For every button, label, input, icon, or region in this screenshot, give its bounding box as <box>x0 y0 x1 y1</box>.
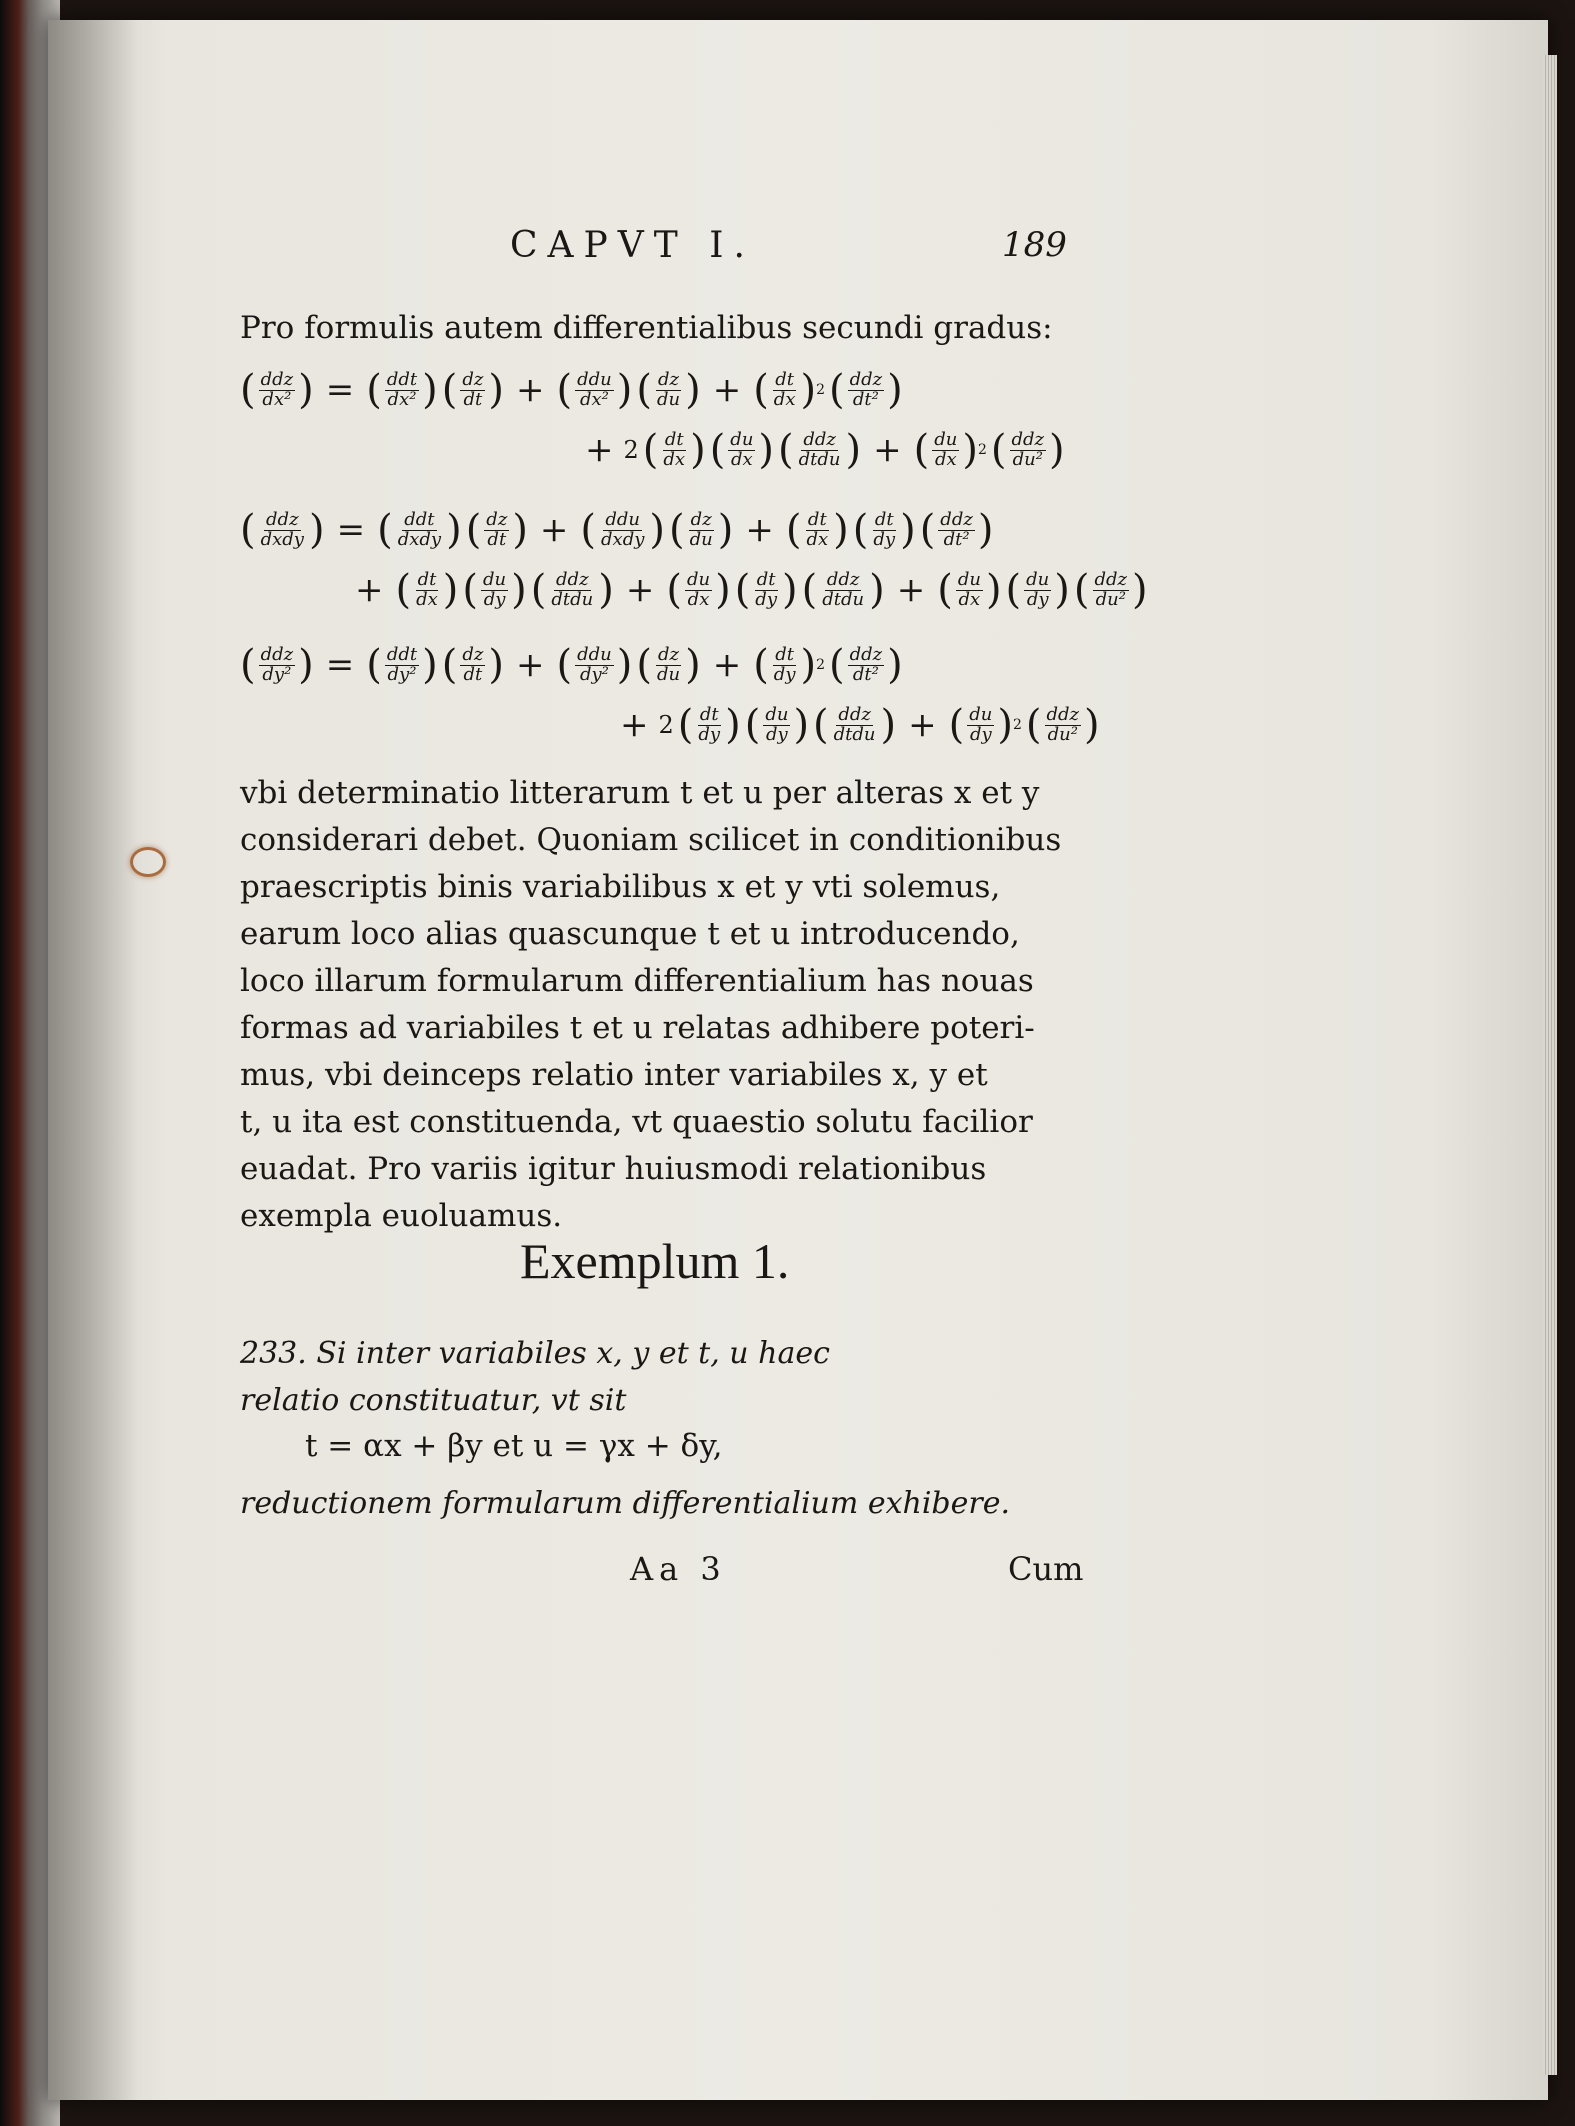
paragraph-line: loco illarum formularum differentialium has nouas <box>240 963 1034 999</box>
example-formula: t = αx + βy et u = γx + δy, <box>305 1428 723 1464</box>
equation-d2z-dy2-continued: + 2 ( $\frac{dt}{dy}$ ) ( $\frac{du}{dy}$ ) ( $\frac{\text{ddz}}{\text{dtdu}}$ ) + ( $\frac{du}{dy}$ ) 2 ( $\frac{\text{ddz}}{\text{du²}}$ ) <box>620 702 1100 748</box>
section-title: Exemplum 1. <box>520 1233 790 1289</box>
paragraph-line: mus, vbi deinceps relatio inter variabiles x, y et <box>240 1057 988 1093</box>
paragraph-line: considerari debet. Quoniam scilicet in conditionibus <box>240 822 1062 858</box>
paragraph-line: earum loco alias quascunque t et u introducendo, <box>240 916 1020 952</box>
paragraph-line: exempla euoluamus. <box>240 1198 563 1234</box>
book-binding <box>0 0 30 2126</box>
intro-line: Pro formulis autem differentialibus secundi gradus: <box>240 310 1053 346</box>
page-stack-edge <box>1543 55 1557 2075</box>
paragraph-line: formas ad variabiles t et u relatas adhibere poteri- <box>240 1010 1035 1046</box>
catchword: Cum <box>1008 1550 1084 1588</box>
example-line: relatio constituatur, vt sit <box>240 1383 627 1418</box>
paragraph-line: t, u ita est constituenda, vt quaestio solutu facilior <box>240 1104 1033 1140</box>
paper-stain <box>130 847 166 877</box>
equation-d2z-dxdy: ( $\frac{\text{ddz}}{\text{dxdy}}$ ) = ( $\frac{\text{ddt}}{\text{dxdy}}$ ) ( $\frac{dz}{dt}$ ) + ( $\frac{\text{ddu}}{\text{dxdy}}$ ) ( $\frac{dz}{du}$ ) + ( $\frac{dt}{dx}$ ) ( $\frac{dt}{dy}$ ) ( $\frac{\text{ddz}}{\text{dt²}}$ ) <box>240 507 994 553</box>
paragraph-line: vbi determinatio litterarum t et u per alteras x et y <box>240 775 1040 811</box>
running-header: CAPVT I. <box>510 225 755 266</box>
equation-d2z-dx2: ( $\frac{\text{ddz}}{\text{dx²}}$ ) = ( $\frac{\text{ddt}}{\text{dx²}}$ ) ( $\frac{dz}{dt}$ ) + ( $\frac{\text{ddu}}{\text{dx²}}$ ) ( $\frac{dz}{du}$ ) + ( $\frac{dt}{dx}$ ) 2 ( $\frac{\text{ddz}}{\text{dt²}}$ ) <box>240 367 903 413</box>
equation-d2z-dx2-continued: + 2 ( $\frac{dt}{dx}$ ) ( $\frac{du}{dx}$ ) ( $\frac{\text{ddz}}{\text{dtdu}}$ ) + ( $\frac{du}{dx}$ ) 2 ( $\frac{\text{ddz}}{\text{du²}}$ ) <box>585 427 1065 473</box>
gutter-shadow <box>48 20 138 2100</box>
equation-d2z-dxdy-continued: + ( $\frac{dt}{dx}$ ) ( $\frac{du}{dy}$ ) ( $\frac{\text{ddz}}{\text{dtdu}}$ ) + ( $\frac{du}{dx}$ ) ( $\frac{dt}{dy}$ ) ( $\frac{\text{ddz}}{\text{dtdu}}$ ) + ( $\frac{du}{dx}$ ) ( $\frac{du}{dy}$ ) ( $\frac{\text{ddz}}{\text{du²}}$ ) <box>355 567 1148 613</box>
example-statement <box>240 1330 1090 1424</box>
paragraph-line: euadat. Pro variis igitur huiusmodi relationibus <box>240 1151 987 1187</box>
page-number: 189 <box>1002 225 1067 265</box>
example-statement-end: reductionem formularum differentialium exhibere. <box>240 1486 1011 1521</box>
equation-d2z-dy2: ( $\frac{\text{ddz}}{\text{dy²}}$ ) = ( $\frac{\text{ddt}}{\text{dy²}}$ ) ( $\frac{dz}{dt}$ ) + ( $\frac{\text{ddu}}{\text{dy²}}$ ) ( $\frac{dz}{du}$ ) + ( $\frac{dt}{dy}$ ) 2 ( $\frac{\text{ddz}}{\text{dt²}}$ ) <box>240 642 903 688</box>
example-line: 233. Si inter variabiles x, y et t, u haec <box>240 1336 830 1371</box>
main-paragraph <box>240 770 1090 1240</box>
paragraph-line: praescriptis binis variabilibus x et y vti solemus, <box>240 869 1001 905</box>
signature-mark: Aa 3 <box>630 1550 727 1588</box>
